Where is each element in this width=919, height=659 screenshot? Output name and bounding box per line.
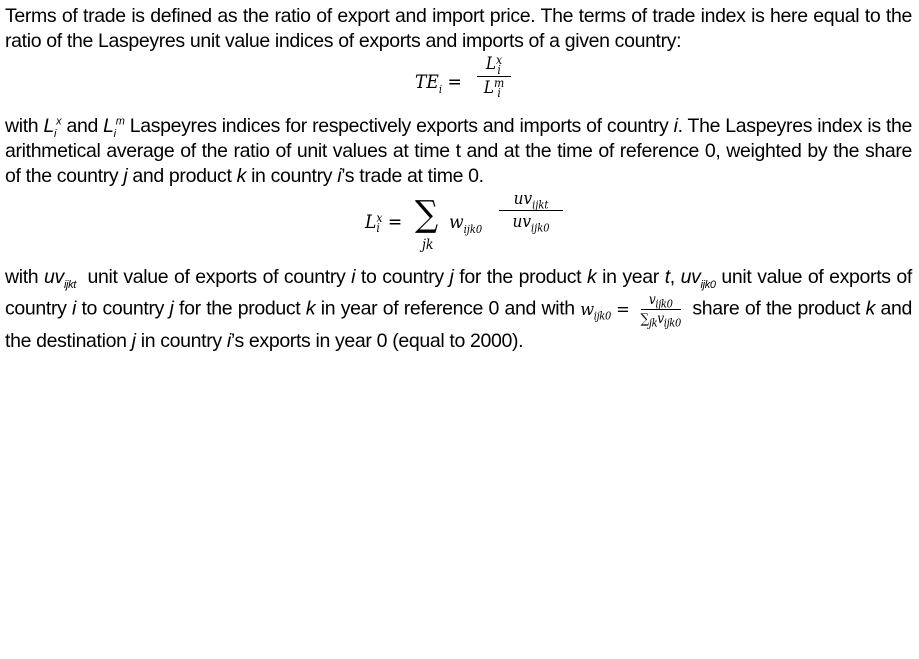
equation1-denominator (477, 78, 511, 99)
p3-text-7: unit value of exports of country (5, 266, 912, 320)
p3-text-9: for the product (173, 297, 306, 320)
p3-frac-den-sub: ijk0 (663, 316, 681, 330)
p3-text-3: to country (355, 266, 450, 288)
equation2-lhs-subscript: i (376, 221, 380, 235)
p3-text-12: and the destination (5, 297, 912, 352)
p3-uv-ijkt: uv (44, 266, 64, 288)
equation1-denominator-symbol: L (483, 77, 494, 98)
p3-var-k-3: k (865, 297, 875, 320)
p3-var-i-2: i (72, 297, 76, 320)
equation1-lhs (415, 71, 462, 96)
p3-text-2: unit value of exports of country (76, 266, 352, 288)
equation2-numerator-subscript: ijkt (532, 198, 549, 212)
equation2-summation-sign: ∑ (415, 194, 439, 235)
paragraph-text: Terms of trade is defined as the ratio of export and import price. The terms of trade index is here equal to the ratio of the Laspeyres unit value indices of exports and imports of a given country: (5, 5, 912, 52)
equation1-numerator-symbol: L (485, 54, 497, 74)
equation1-lhs-subscript: i (438, 82, 443, 96)
p3-frac-den-v: v (657, 311, 664, 327)
p3-weight-fraction-numerator (641, 292, 681, 311)
p3-uv-ijk0: uv (680, 266, 701, 288)
p2-text-5: and product (127, 165, 237, 187)
equation2-fraction (499, 189, 563, 235)
p3-var-k-2: k (305, 297, 316, 320)
p3-uv-ijk0-sub: ijk0 (700, 278, 716, 291)
p2-var-i: i (673, 115, 678, 137)
equation-terms-of-trade (5, 54, 912, 114)
p2-laspeyres-imports-sup: m (115, 115, 125, 128)
equation1-numerator (477, 54, 511, 75)
p3-weight-fraction-denominator (640, 311, 681, 330)
p3-text-6: , (669, 266, 681, 288)
equation2-equals: = (387, 211, 403, 233)
p3-weight-symbol (580, 298, 635, 323)
p2-text-2: and (61, 115, 104, 137)
equation2-denominator (499, 212, 563, 235)
p3-var-i: i (351, 266, 356, 288)
equation1-numerator-subscript: i (497, 62, 501, 77)
equation2-weight-symbol: w (449, 211, 464, 233)
p3-text-13: in country (135, 330, 227, 352)
p3-weight-equals: = (610, 298, 635, 320)
equation2-fraction-bar (499, 210, 563, 211)
p2-text-7: ’s trade at time 0. (341, 165, 484, 187)
p3-var-i-3: i (226, 330, 231, 352)
equation2-denominator-symbol: uv (512, 212, 531, 232)
p3-text-1: with (5, 266, 45, 288)
p2-text-3: Laspeyres indices for respectively exports and imports of country (124, 115, 674, 137)
paragraph-unit-values-and-weights (5, 263, 912, 356)
p2-var-k: k (236, 165, 246, 187)
p2-text-1: with (5, 115, 44, 137)
p3-var-t: t (664, 266, 670, 288)
p3-text-8: to country (75, 297, 170, 320)
p2-laspeyres-exports: L (43, 115, 54, 137)
equation1-lhs-symbol: TE (415, 71, 439, 93)
p3-frac-num-v: v (648, 292, 656, 308)
equation2-lhs-superscript: x (376, 211, 383, 225)
p3-uv-ijkt-sub: ijkt (63, 278, 76, 291)
p3-text-4: for the product (453, 266, 587, 288)
equation2-weight (449, 211, 483, 236)
equation2-denominator-subscript: ijk0 (530, 221, 550, 235)
document-page (5, 4, 912, 356)
p3-text-5: in year (596, 266, 665, 288)
equation2-weight-subscript: ijk0 (463, 222, 483, 236)
p3-frac-den-sigma-sub: jk (648, 316, 658, 330)
p2-var-i-2: i (337, 165, 342, 187)
equation1-denominator-superscript: m (493, 76, 505, 90)
p3-text-11: share of the product (686, 297, 866, 320)
p2-text-6: in country (246, 165, 338, 187)
equation1-denominator-subscript: i (497, 86, 501, 100)
p2-laspeyres-exports-sub: i (53, 127, 57, 140)
p3-frac-den-sigma: ∑ (640, 311, 649, 327)
p3-text-14: ’s exports in year 0 (equal to 2000). (230, 330, 524, 352)
equation-laspeyres-index (5, 189, 912, 261)
p3-weight-sub: ijk0 (593, 309, 611, 323)
paragraph-laspeyres-definition (5, 114, 912, 189)
equation1-equals: = (447, 71, 462, 93)
p3-frac-num-sub: ijk0 (655, 297, 673, 311)
equation1-fraction (477, 54, 511, 98)
equation2-numerator-symbol: uv (513, 189, 533, 209)
equation2-summation-subscript: jk (422, 237, 434, 253)
equation1-numerator-superscript: x (496, 52, 503, 67)
p2-var-j: j (123, 165, 128, 187)
p3-var-k: k (586, 266, 597, 288)
equation2-numerator (499, 189, 563, 212)
equation2-lhs (365, 211, 402, 233)
paragraph-terms-of-trade-definition (5, 4, 912, 54)
p3-weight-w: w (580, 298, 594, 320)
p2-laspeyres-imports: L (103, 115, 114, 137)
p3-text-10: in year of reference 0 and with (315, 297, 581, 320)
equation2-lhs-symbol: L (365, 211, 377, 233)
p2-text-4: . The Laspeyres index is the arithmetical average of the ratio of unit values at time t and at the time of reference 0, weighted by the share of the country (5, 115, 912, 187)
p3-var-j-3: j (131, 330, 136, 352)
p2-laspeyres-exports-sup: x (56, 115, 62, 128)
p3-var-j-2: j (169, 297, 174, 320)
p3-var-j: j (449, 266, 454, 288)
p3-weight-fraction (640, 292, 681, 330)
p2-laspeyres-imports-sub: i (113, 127, 116, 140)
